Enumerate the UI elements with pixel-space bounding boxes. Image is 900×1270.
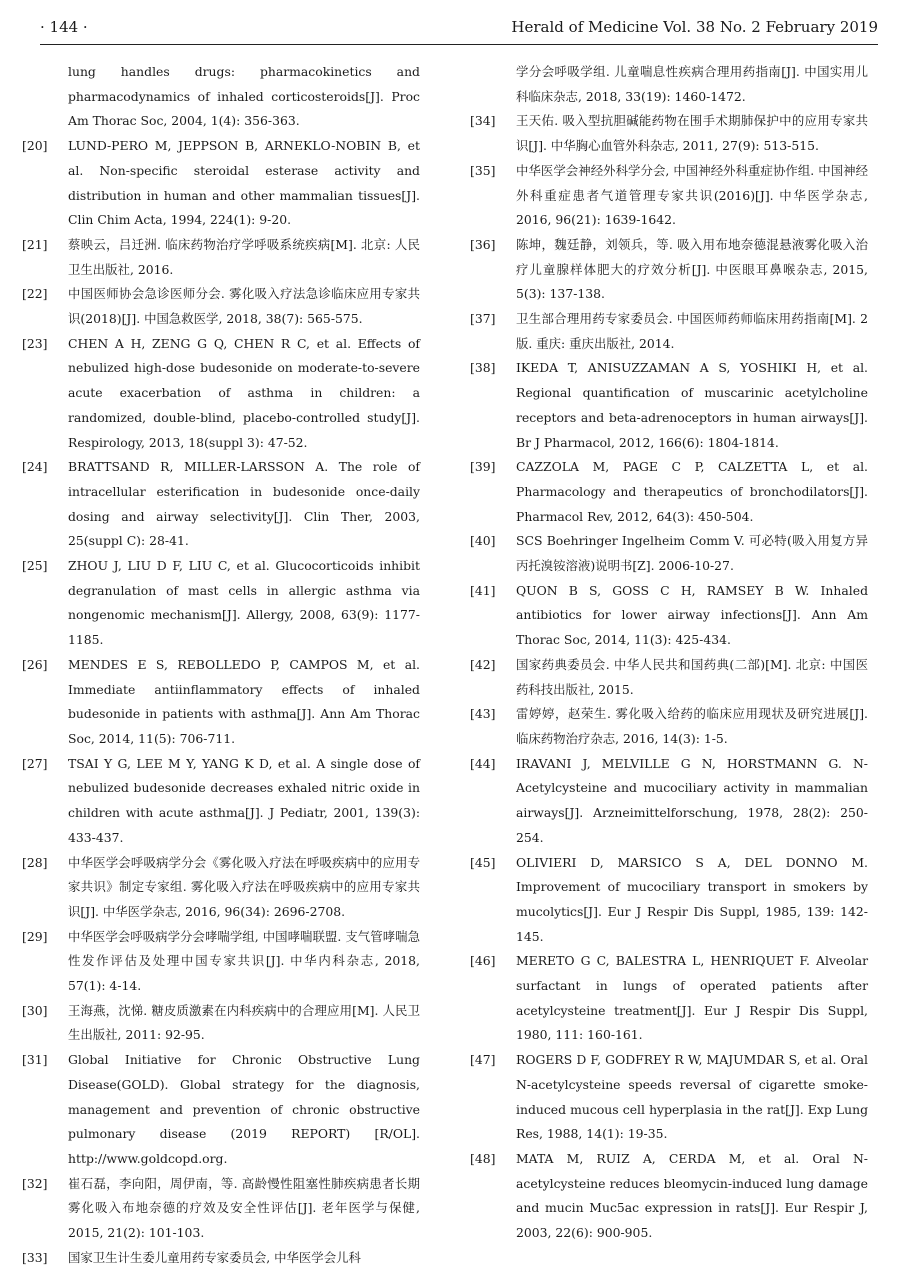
reference-text: lung handles drugs: pharmacokinetics and pharmacodynamics of inhaled corticosteroids[J]. Proc Am Thorac Soc, 2004, 1(4): 356-363. xyxy=(68,64,420,129)
reference-number: [40] xyxy=(470,533,496,549)
reference-text: 中华医学会神经外科学分会, 中国神经外科重症协作组. 中国神经外科重症患者气道管理专家共识(2016)[J]. 中华医学杂志, 2016, 96(21): 1639-1642. xyxy=(516,162,868,228)
reference-text: CAZZOLA M, PAGE C P, CALZETTA L, et al. Pharmacology and therapeutics of bronchodilators[J]. Pharmacol Rev, 2012, 64(3): 450-504. xyxy=(516,459,868,524)
reference-text: CHEN A H, ZENG G Q, CHEN R C, et al. Effects of nebulized high-dose budesonide on moderate-to-severe acute exacerbation of asthma in children: a randomized, double-blind, placebo-controlled study[J]. Respirology, 2013, 18(suppl 3): 47-52. xyxy=(68,335,420,450)
reference-number: [26] xyxy=(22,656,48,672)
reference-text: 中国医师协会急诊医师分会. 雾化吸入疗法急诊临床应用专家共识(2018)[J]. 中国急救医学, 2018, 38(7): 565-575. xyxy=(68,286,420,327)
reference-number: [20] xyxy=(22,138,48,154)
reference-number: [24] xyxy=(22,459,48,475)
reference-item xyxy=(22,332,420,456)
reference-number: [33] xyxy=(22,1249,48,1265)
reference-item xyxy=(22,455,420,554)
page-header xyxy=(40,18,878,45)
reference-text: 王天佑. 吸入型抗胆碱能药物在围手术期肺保护中的应用专家共识[J]. 中华胸心血管外科杂志, 2011, 27(9): 513-515. xyxy=(516,113,868,154)
reference-text: 蔡映云，吕迁洲. 临床药物治疗学呼吸系统疾病[M]. 北京: 人民卫生出版社, 2016. xyxy=(68,236,420,277)
reference-item xyxy=(470,455,868,529)
reference-item xyxy=(470,233,868,307)
reference-text: OLIVIERI D, MARSICO S A, DEL DONNO M. Improvement of mucociliary transport in smokers by mucolytics[J]. Eur J Respir Dis Suppl, 1985, 139: 142-145. xyxy=(516,854,868,944)
reference-text: MATA M, RUIZ A, CERDA M, et al. Oral N-acetylcysteine reduces bleomycin-induced lung damage and mucin Muc5ac expression in rats[J]. Eur Respir J, 2003, 22(6): 900-905. xyxy=(516,1150,868,1241)
reference-number: [34] xyxy=(470,113,496,129)
reference-text: IRAVANI J, MELVILLE G N, HORSTMANN G. N-Acetylcysteine and mucociliary activity in mammalian airways[J]. Arzneimittelforschung, 1978, 28(2): 250-254. xyxy=(516,755,868,845)
reference-item xyxy=(470,60,868,109)
reference-item xyxy=(22,134,420,233)
reference-item xyxy=(470,702,868,751)
page-number: · 144 · xyxy=(40,18,88,36)
reference-number: [38] xyxy=(470,360,496,376)
reference-text: SCS Boehringer Ingelheim Comm V. 可必特(吸入用复方异丙托溴铵溶液)说明书[Z]. 2006-10-27. xyxy=(516,533,868,574)
reference-item xyxy=(470,109,868,158)
reference-number: [35] xyxy=(470,162,496,178)
reference-item xyxy=(470,579,868,653)
reference-item xyxy=(22,60,420,134)
reference-text: 王海燕，沈悌. 糖皮质激素在内科疾病中的合理应用[M]. 人民卫生出版社, 2011: 92-95. xyxy=(68,1002,420,1043)
reference-text: TSAI Y G, LEE M Y, YANG K D, et al. A single dose of nebulized budesonide decreases exhaled nitric oxide in children with acute asthma[J]. J Pediatr, 2001, 139(3): 433-437. xyxy=(68,755,420,845)
reference-number: [45] xyxy=(470,854,496,870)
reference-item xyxy=(470,653,868,702)
reference-item xyxy=(22,999,420,1048)
reference-item xyxy=(470,949,868,1048)
reference-number: [46] xyxy=(470,953,496,969)
reference-number: [21] xyxy=(22,236,48,252)
reference-text: BRATTSAND R, MILLER-LARSSON A. The role of intracellular esterification in budesonide once-daily dosing and airway selectivity[J]. Clin Ther, 2003, 25(suppl C): 28-41. xyxy=(68,459,420,549)
reference-number xyxy=(22,60,68,134)
reference-number: [29] xyxy=(22,928,48,944)
reference-text: 雷婷婷，赵荣生. 雾化吸入给药的临床应用现状及研究进展[J]. 临床药物治疗杂志, 2016, 14(3): 1-5. xyxy=(516,706,868,746)
journal-title: Herald of Medicine Vol. 38 No. 2 February 2019 xyxy=(511,18,878,36)
reference-item xyxy=(22,282,420,331)
reference-number: [47] xyxy=(470,1052,496,1068)
reference-number: [39] xyxy=(470,459,496,475)
reference-number: [37] xyxy=(470,311,496,327)
reference-item xyxy=(22,653,420,752)
reference-text: QUON B S, GOSS C H, RAMSEY B W. Inhaled antibiotics for lower airway infections[J]. Ann Am Thorac Soc, 2014, 11(3): 425-434. xyxy=(516,582,868,648)
reference-text: LUND-PERO M, JEPPSON B, ARNEKLO-NOBIN B, et al. Non-specific steroidal esterase activity and distribution in human and other mammalian tissues[J]. Clin Chim Acta, 1994, 224(1): 9-20. xyxy=(68,138,420,228)
reference-number: [48] xyxy=(470,1150,496,1166)
reference-text: 陈坤，魏廷静，刘领兵，等. 吸入用布地奈德混悬液雾化吸入治疗儿童腺样体肥大的疗效分析[J]. 中医眼耳鼻喉杂志, 2015, 5(3): 137-138. xyxy=(516,236,868,302)
reference-item xyxy=(22,233,420,282)
reference-number: [41] xyxy=(470,582,496,598)
reference-text: MENDES E S, REBOLLEDO P, CAMPOS M, et al. Immediate antiinflammatory effects of inhaled budesonide in patients with asthma[J]. Ann Am Thorac Soc, 2014, 11(5): 706-711. xyxy=(68,656,420,746)
reference-text: 中华医学会呼吸病学分会《雾化吸入疗法在呼吸疾病中的应用专家共识》制定专家组. 雾化吸入疗法在呼吸疾病中的应用专家共识[J]. 中华医学杂志, 2016, 96(34): 2696-2708. xyxy=(68,854,420,919)
reference-item xyxy=(470,529,868,578)
reference-item xyxy=(470,851,868,950)
reference-item xyxy=(22,851,420,925)
reference-item xyxy=(470,159,868,233)
reference-number: [36] xyxy=(470,236,496,252)
reference-number: [32] xyxy=(22,1175,48,1191)
reference-text: 崔石磊，李向阳，周伊南，等. 高龄慢性阻塞性肺疾病患者长期雾化吸入布地奈德的疗效及安全性评估[J]. 老年医学与保健, 2015, 21(2): 101-103. xyxy=(68,1175,420,1241)
reference-number: [42] xyxy=(470,656,496,672)
reference-text: 学分会呼吸学组. 儿童喘息性疾病合理用药指南[J]. 中国实用儿科临床杂志, 2018, 33(19): 1460-1472. xyxy=(516,64,868,104)
reference-item xyxy=(22,925,420,999)
reference-text: ZHOU J, LIU D F, LIU C, et al. Glucocorticoids inhibit degranulation of mast cells in allergic asthma via nongenomic mechanism[J]. Allergy, 2008, 63(9): 1177-1185. xyxy=(68,558,420,648)
reference-item xyxy=(470,752,868,851)
reference-number: [23] xyxy=(22,335,48,351)
reference-number: [27] xyxy=(22,755,48,771)
right-column xyxy=(470,60,868,1246)
reference-text: 国家卫生计生委儿童用药专家委员会, 中华医学会儿科 xyxy=(68,1249,361,1265)
reference-number: [22] xyxy=(22,286,48,302)
reference-text: ROGERS D F, GODFREY R W, MAJUMDAR S, et al. Oral N-acetylcysteine speeds reversal of cigarette smoke-induced mucous cell hyperplasia in the rat[J]. Exp Lung Res, 1988, 14(1): 19-35. xyxy=(516,1052,868,1142)
reference-item xyxy=(22,1172,420,1246)
reference-text: 卫生部合理用药专家委员会. 中国医师药师临床用药指南[M]. 2版. 重庆: 重庆出版社, 2014. xyxy=(516,311,868,351)
left-column xyxy=(22,60,420,1270)
reference-number: [28] xyxy=(22,854,48,870)
reference-text: MERETO G C, BALESTRA L, HENRIQUET F. Alveolar surfactant in lungs of operated patients after acetylcysteine treatment[J]. Eur J Respir Dis Suppl, 1980, 111: 160-161. xyxy=(516,953,868,1043)
reference-item xyxy=(22,554,420,653)
reference-number: [25] xyxy=(22,558,48,574)
reference-number: [31] xyxy=(22,1052,48,1068)
reference-number xyxy=(470,60,516,109)
reference-item xyxy=(470,1147,868,1246)
reference-number: [44] xyxy=(470,755,496,771)
reference-text: 中华医学会呼吸病学分会哮喘学组, 中国哮喘联盟. 支气管哮喘急性发作评估及处理中国专家共识[J]. 中华内科杂志, 2018, 57(1): 4-14. xyxy=(68,928,420,994)
reference-item xyxy=(470,356,868,455)
reference-item xyxy=(470,307,868,356)
reference-item xyxy=(22,752,420,851)
reference-text: IKEDA T, ANISUZZAMAN A S, YOSHIKI H, et al. Regional quantification of muscarinic acetylcholine receptors and beta-adrenoceptors in human airways[J]. Br J Pharmacol, 2012, 166(6): 1804-1814. xyxy=(516,360,868,450)
reference-item xyxy=(22,1246,420,1270)
reference-item xyxy=(22,1048,420,1172)
reference-text: 国家药典委员会. 中华人民共和国药典(二部)[M]. 北京: 中国医药科技出版社, 2015. xyxy=(516,656,868,697)
reference-item xyxy=(470,1048,868,1147)
reference-number: [43] xyxy=(470,706,496,722)
reference-number: [30] xyxy=(22,1002,48,1018)
reference-text: Global Initiative for Chronic Obstructive Lung Disease(GOLD). Global strategy for the diagnosis, management and prevention of chronic obstructive pulmonary disease (2019 REPORT) [R/OL]. http://www.goldcopd.org. xyxy=(68,1052,420,1166)
